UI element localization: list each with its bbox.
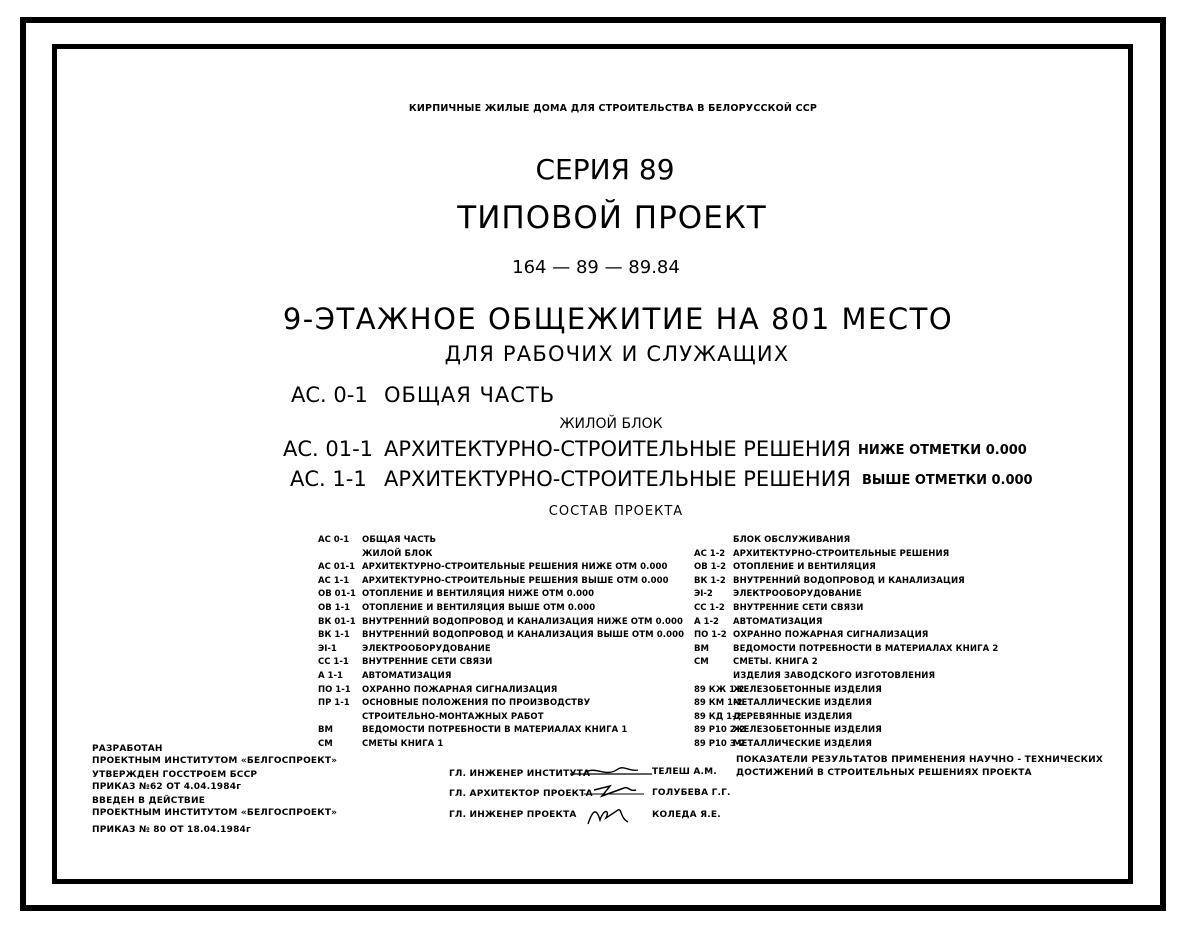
right-item-name: АВТОМАТИЗАЦИЯ [733,616,823,627]
left-item-code: СМ [318,739,333,749]
right-item-name: АРХИТЕКТУРНО-СТРОИТЕЛЬНЫЕ РЕШЕНИЯ [733,548,950,559]
left-item-code: ЭI-1 [318,643,337,654]
right-item-name: МЕТАЛЛИЧЕСКИЕ ИЗДЕЛИЯ [733,698,872,709]
right-item-code: АС 1-2 [694,548,726,559]
right-item-code: ЭI-2 [694,589,713,600]
left-item-name: СТРОИТЕЛЬНО-МОНТАЖНЫХ РАБОТ [362,711,544,722]
left-item-code: ВМ [318,725,333,736]
album-ac01-name: ОБЩАЯ ЧАСТЬ [384,383,556,407]
left-item-name: СМЕТЫ КНИГА 1 [362,739,444,749]
left-item-name: АВТОМАТИЗАЦИЯ [362,671,452,681]
signature-marks [566,760,656,830]
project-title: 9-ЭТАЖНОЕ ОБЩЕЖИТИЕ НА 801 МЕСТО [282,302,954,336]
left-item-code: ВК 01-1 [318,616,356,627]
right-item-name: СМЕТЫ. КНИГА 2 [733,657,818,668]
album-ac011-note: НИЖЕ ОТМЕТКИ 0.000 [858,443,1027,458]
left-item-code: ОВ 01-1 [318,589,356,600]
right-item-name: ОХРАННО ПОЖАРНАЯ СИГНАЛИЗАЦИЯ [733,630,929,641]
right-item-code: ОВ 1-2 [694,562,727,573]
left-item-code: АС 01-1 [318,562,356,573]
sig-role-chief-engineer: ГЛ. ИНЖЕНЕР ИНСТИТУТА [449,769,591,779]
sig-name-chief-project-engineer: КОЛЕДА Я.Е. [652,810,721,820]
right-item-code: 89 Р10 3-2 [694,739,746,749]
residential-block: ЖИЛОЙ БЛОК [559,416,663,432]
album-ac011-code: АС. 01-1 [283,437,374,461]
right-item-name: ВНУТРЕННИЙ ВОДОПРОВОД И КАНАЛИЗАЦИЯ [733,575,965,586]
approved-order: ПРИКАЗ №62 ОТ 4.04.1984г [92,782,242,792]
left-item-code: ВК 1-1 [318,630,350,641]
developed-by: ПРОЕКТНЫМ ИНСТИТУТОМ «БЕЛГОСПРОЕКТ» [92,756,338,766]
right-item-name: БЛОК ОБСЛУЖИВАНИЯ [733,535,851,545]
series-title: СЕРИЯ 89 [535,153,675,186]
project-type: ТИПОВОЙ ПРОЕКТ [457,200,767,236]
indicators-line1: ПОКАЗАТЕЛИ РЕЗУЛЬТАТОВ ПРИМЕНЕНИЯ НАУЧНО - ТЕХНИЧЕСКИХ [736,755,1104,765]
right-item-code: СС 1-2 [694,603,725,613]
right-item-code: А 1-2 [694,616,719,627]
album-ac11-note: ВЫШЕ ОТМЕТКИ 0.000 [862,473,1033,488]
left-item-name: ОТОПЛЕНИЕ И ВЕНТИЛЯЦИЯ НИЖЕ ОТМ 0.000 [362,589,595,600]
album-ac011-name: АРХИТЕКТУРНО-СТРОИТЕЛЬНЫЕ РЕШЕНИЯ [384,437,852,461]
sig-role-chief-project-engineer: ГЛ. ИНЖЕНЕР ПРОЕКТА [449,810,577,820]
enacted-by: ПРОЕКТНЫМ ИНСТИТУТОМ «БЕЛГОСПРОЕКТ» [92,808,338,818]
left-item-code: АС 0-1 [318,535,350,545]
approved-label: УТВЕРЖДЕН ГОССТРОЕМ БССР [92,770,258,780]
left-item-code: АС 1-1 [318,575,350,586]
enacted-label: ВВЕДЕН В ДЕЙСТВИЕ [92,796,206,806]
left-item-name: ВНУТРЕННИЕ СЕТИ СВЯЗИ [362,657,493,668]
indicators-line2: ДОСТИЖЕНИЙ В СТРОИТЕЛЬНЫХ РЕШЕНИЯХ ПРОЕКТА [736,768,1032,778]
album-ac01-code: АС. 0-1 [291,383,368,407]
right-item-code: ВМ [694,643,709,654]
album-ac11-code: АС. 1-1 [290,467,367,491]
sig-name-chief-architect: ГОЛУБЕВА Г.Г. [652,788,731,798]
left-item-name: ОХРАННО ПОЖАРНАЯ СИГНАЛИЗАЦИЯ [362,684,558,695]
left-item-code: ОВ 1-1 [318,603,351,613]
left-item-name: ОБЩАЯ ЧАСТЬ [362,535,437,545]
right-item-code: 89 КЖ 1-2 [694,684,745,695]
right-item-code: 89 КД 1-2 [694,711,742,722]
right-item-name: ВЕДОМОСТИ ПОТРЕБНОСТИ В МАТЕРИАЛАХ КНИГА 2 [733,643,999,654]
right-item-code: 89 КМ 1-2 [694,698,743,709]
left-item-name: ВНУТРЕННИЙ ВОДОПРОВОД И КАНАЛИЗАЦИЯ ВЫШЕ ОТМ 0.000 [362,630,685,641]
right-item-name: ОТОПЛЕНИЕ И ВЕНТИЛЯЦИЯ [733,562,876,573]
right-item-name: ВНУТРЕННИЕ СЕТИ СВЯЗИ [733,603,864,613]
left-item-name: ЭЛЕКТРООБОРУДОВАНИЕ [362,643,491,654]
right-item-name: ДЕРЕВЯННЫЕ ИЗДЕЛИЯ [733,711,853,722]
left-item-name: ВНУТРЕННИЙ ВОДОПРОВОД И КАНАЛИЗАЦИЯ НИЖЕ ОТМ 0.000 [362,616,684,627]
sig-role-chief-architect: ГЛ. АРХИТЕКТОР ПРОЕКТА [449,789,593,799]
enacted-order: ПРИКАЗ № 80 ОТ 18.04.1984г [92,825,251,835]
right-item-name: ЭЛЕКТРООБОРУДОВАНИЕ [733,589,862,600]
right-item-name: ИЗДЕЛИЯ ЗАВОДСКОГО ИЗГОТОВЛЕНИЯ [733,671,936,681]
right-item-code: ВК 1-2 [694,575,726,586]
sig-name-chief-engineer: ТЕЛЕШ А.М. [652,767,717,777]
left-item-name: АРХИТЕКТУРНО-СТРОИТЕЛЬНЫЕ РЕШЕНИЯ ВЫШЕ ОТМ 0.000 [362,575,669,586]
left-item-name: ВЕДОМОСТИ ПОТРЕБНОСТИ В МАТЕРИАЛАХ КНИГА 1 [362,725,628,736]
right-item-name: МЕТАЛЛИЧЕСКИЕ ИЗДЕЛИЯ [733,739,872,749]
left-item-code: СС 1-1 [318,657,349,668]
project-number: 164 — 89 — 89.84 [512,257,680,278]
left-item-name: ЖИЛОЙ БЛОК [362,548,433,559]
right-item-name: ЖЕЛЕЗОБЕТОННЫЕ ИЗДЕЛИЯ [733,725,882,736]
right-item-name: ЖЕЛЕЗОБЕТОННЫЕ ИЗДЕЛИЯ [733,684,882,695]
left-item-code: ПР 1-1 [318,698,350,709]
top-line: КИРПИЧНЫЕ ЖИЛЫЕ ДОМА ДЛЯ СТРОИТЕЛЬСТВА В БЕЛОРУССКОЙ ССР [408,103,818,114]
right-item-code: 89 Р10 2-2 [694,725,746,736]
left-item-code: А 1-1 [318,671,343,681]
left-item-name: ОТОПЛЕНИЕ И ВЕНТИЛЯЦИЯ ВЫШЕ ОТМ 0.000 [362,603,596,613]
left-item-name: АРХИТЕКТУРНО-СТРОИТЕЛЬНЫЕ РЕШЕНИЯ НИЖЕ ОТМ 0.000 [362,562,668,573]
right-item-code: ПО 1-2 [694,630,727,641]
composition-title: СОСТАВ ПРОЕКТА [548,504,684,519]
left-item-name: ОСНОВНЫЕ ПОЛОЖЕНИЯ ПО ПРОИЗВОДСТВУ [362,698,591,709]
left-item-code: ПО 1-1 [318,684,351,695]
right-item-code: СМ [694,657,709,668]
developed-label: РАЗРАБОТАН [92,744,163,754]
project-subtitle: ДЛЯ РАБОЧИХ И СЛУЖАЩИХ [444,342,790,366]
album-ac11-name: АРХИТЕКТУРНО-СТРОИТЕЛЬНЫЕ РЕШЕНИЯ [384,467,852,491]
